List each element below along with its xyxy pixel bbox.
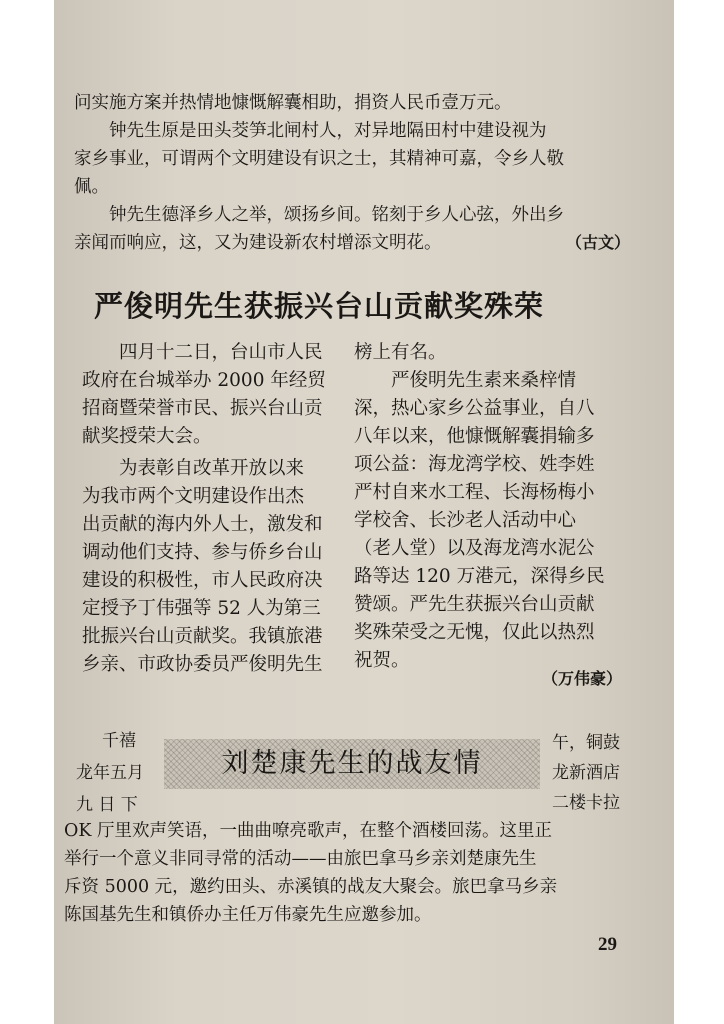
intro-line: 钟先生原是田头茭笋北闸村人，对异地隔田村中建设视为: [74, 121, 547, 141]
article-right-line: 赞颂。严先生获振兴台山贡献: [354, 594, 595, 615]
article-right-line: 严村自来水工程、长海杨梅小: [354, 482, 595, 503]
article2-side-left: 龙年五月: [76, 763, 144, 783]
intro-line: 问实施方案并热情地慷慨解囊相助，捐资人民币壹万元。: [74, 93, 512, 113]
article-right-line: 项公益：海龙湾学校、姓李姓: [354, 454, 595, 475]
article-left-line: 建设的积极性，市人民政府决: [82, 570, 323, 591]
article-left-line: 献奖授荣大会。: [82, 426, 212, 447]
article-left-line: 四月十二日，台山市人民: [82, 342, 323, 363]
article-left-line: 乡亲、市政协委员严俊明先生: [82, 654, 323, 675]
article-right-line: 学校舍、长沙老人活动中心: [354, 510, 577, 531]
article2-body-line: 陈国基先生和镇侨办主任万伟豪先生应邀参加。: [64, 905, 432, 925]
article-left-line: 调动他们支持、参与侨乡台山: [82, 542, 323, 563]
article2-body-line: OK 厅里欢声笑语，一曲曲嘹亮歌声，在整个酒楼回荡。这里正: [64, 821, 552, 841]
article-title: 严俊明先生获振兴台山贡献奖殊荣: [94, 289, 545, 323]
article2-side-right: 龙新酒店: [552, 763, 620, 783]
article2-title-box: [164, 739, 540, 789]
article-right-line: （老人堂）以及海龙湾水泥公: [354, 538, 595, 559]
article2-side-left: 千禧: [102, 731, 136, 751]
article-right-line: 深，热心家乡公益事业，自八: [354, 398, 595, 419]
article-byline: （万伟豪）: [542, 669, 623, 688]
article2-body-line: 举行一个意义非同寻常的活动——由旅巴拿马乡亲刘楚康先生: [64, 849, 537, 869]
article-right-line: 祝贺。: [354, 650, 410, 671]
article-left-line: 为我市两个文明建设作出杰: [82, 486, 305, 507]
article-left-line: 定授予丁伟强等 52 人为第三: [82, 598, 321, 619]
article-left-line: 出贡献的海内外人士，激发和: [82, 514, 323, 535]
article2-side-right: 二楼卡拉: [552, 793, 620, 813]
article2-body-line: 斥资 5000 元，邀约田头、赤溪镇的战友大聚会。旅巴拿马乡亲: [64, 877, 558, 897]
intro-line: 钟先生德泽乡人之举，颂扬乡间。铭刻于乡人心弦，外出乡: [74, 205, 564, 225]
article2-side-right: 午，铜鼓: [552, 733, 620, 753]
intro-byline: （古文）: [566, 233, 631, 252]
article-left-line: 为表彰自改革开放以来: [82, 458, 305, 479]
article-right-line: 八年以来，他慷慨解囊捐输多: [354, 426, 595, 447]
page-number: 29: [598, 934, 617, 955]
article-left-line: 政府在台城举办 2000 年经贸: [82, 370, 326, 391]
article-left-line: 批振兴台山贡献奖。我镇旅港: [82, 626, 323, 647]
intro-line: 亲闻而响应，这，又为建设新农村增添文明花。: [74, 233, 442, 253]
article-right-line: 榜上有名。: [354, 342, 447, 363]
article2-title: 刘楚康先生的战友情: [221, 748, 483, 779]
article2-side-left: 九 日 下: [76, 795, 138, 815]
article-right-line: 严俊明先生素来桑梓情: [354, 370, 577, 391]
intro-line: 家乡事业，可谓两个文明建设有识之士，其精神可嘉，令乡人敬: [74, 149, 564, 169]
article-left-line: 招商暨荣誉市民、振兴台山贡: [82, 398, 323, 419]
intro-line: 佩。: [74, 177, 109, 197]
article-right-line: 路等达 120 万港元，深得乡民: [354, 566, 605, 587]
article-right-line: 奖殊荣受之无愧，仅此以热烈: [354, 622, 595, 643]
book-page: [54, 0, 674, 1024]
